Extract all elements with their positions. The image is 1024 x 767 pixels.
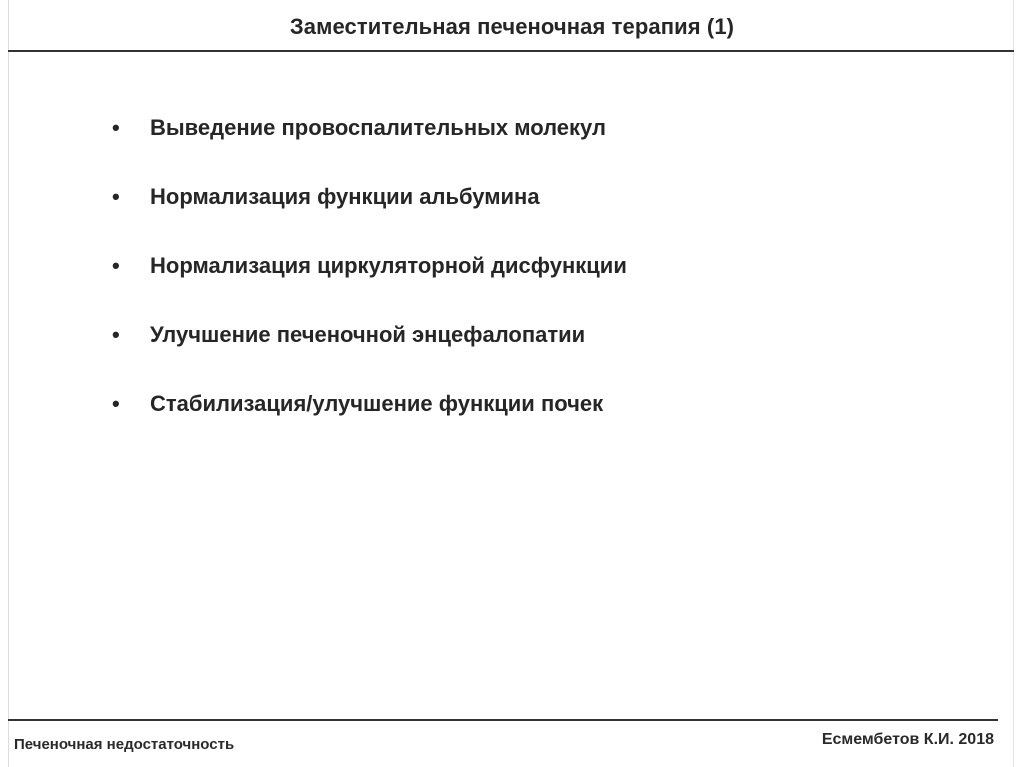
footer-author-year: Есмембетов К.И. 2018	[821, 731, 994, 748]
slide-title: Заместительная печеночная терапия (1)	[289, 14, 735, 39]
bullet-icon: •	[112, 391, 120, 416]
bullet-item	[112, 184, 627, 253]
bullet-text: Улучшение печеночной энцефалопатии	[150, 322, 586, 347]
bullet-icon: •	[112, 115, 120, 140]
bullet-text: Стабилизация/улучшение функции почек	[150, 391, 604, 416]
bullet-item	[112, 391, 627, 460]
bullet-item	[112, 253, 627, 322]
bullet-icon: •	[112, 322, 120, 347]
bullet-item	[112, 322, 627, 391]
right-border-line	[1013, 0, 1014, 767]
bullet-list	[112, 115, 627, 460]
bullet-item	[112, 115, 627, 184]
bullet-text: Нормализация функции альбумина	[150, 184, 540, 209]
bullet-text: Выведение провоспалительных молекул	[150, 115, 606, 140]
left-border-line	[8, 0, 9, 767]
footer-divider	[8, 719, 998, 721]
bullet-icon: •	[112, 184, 120, 209]
title-divider	[8, 50, 1014, 52]
footer-topic: Печеночная недостаточность	[14, 736, 235, 753]
bullet-text: Нормализация циркуляторной дисфункции	[150, 253, 627, 278]
bullet-icon: •	[112, 253, 120, 278]
